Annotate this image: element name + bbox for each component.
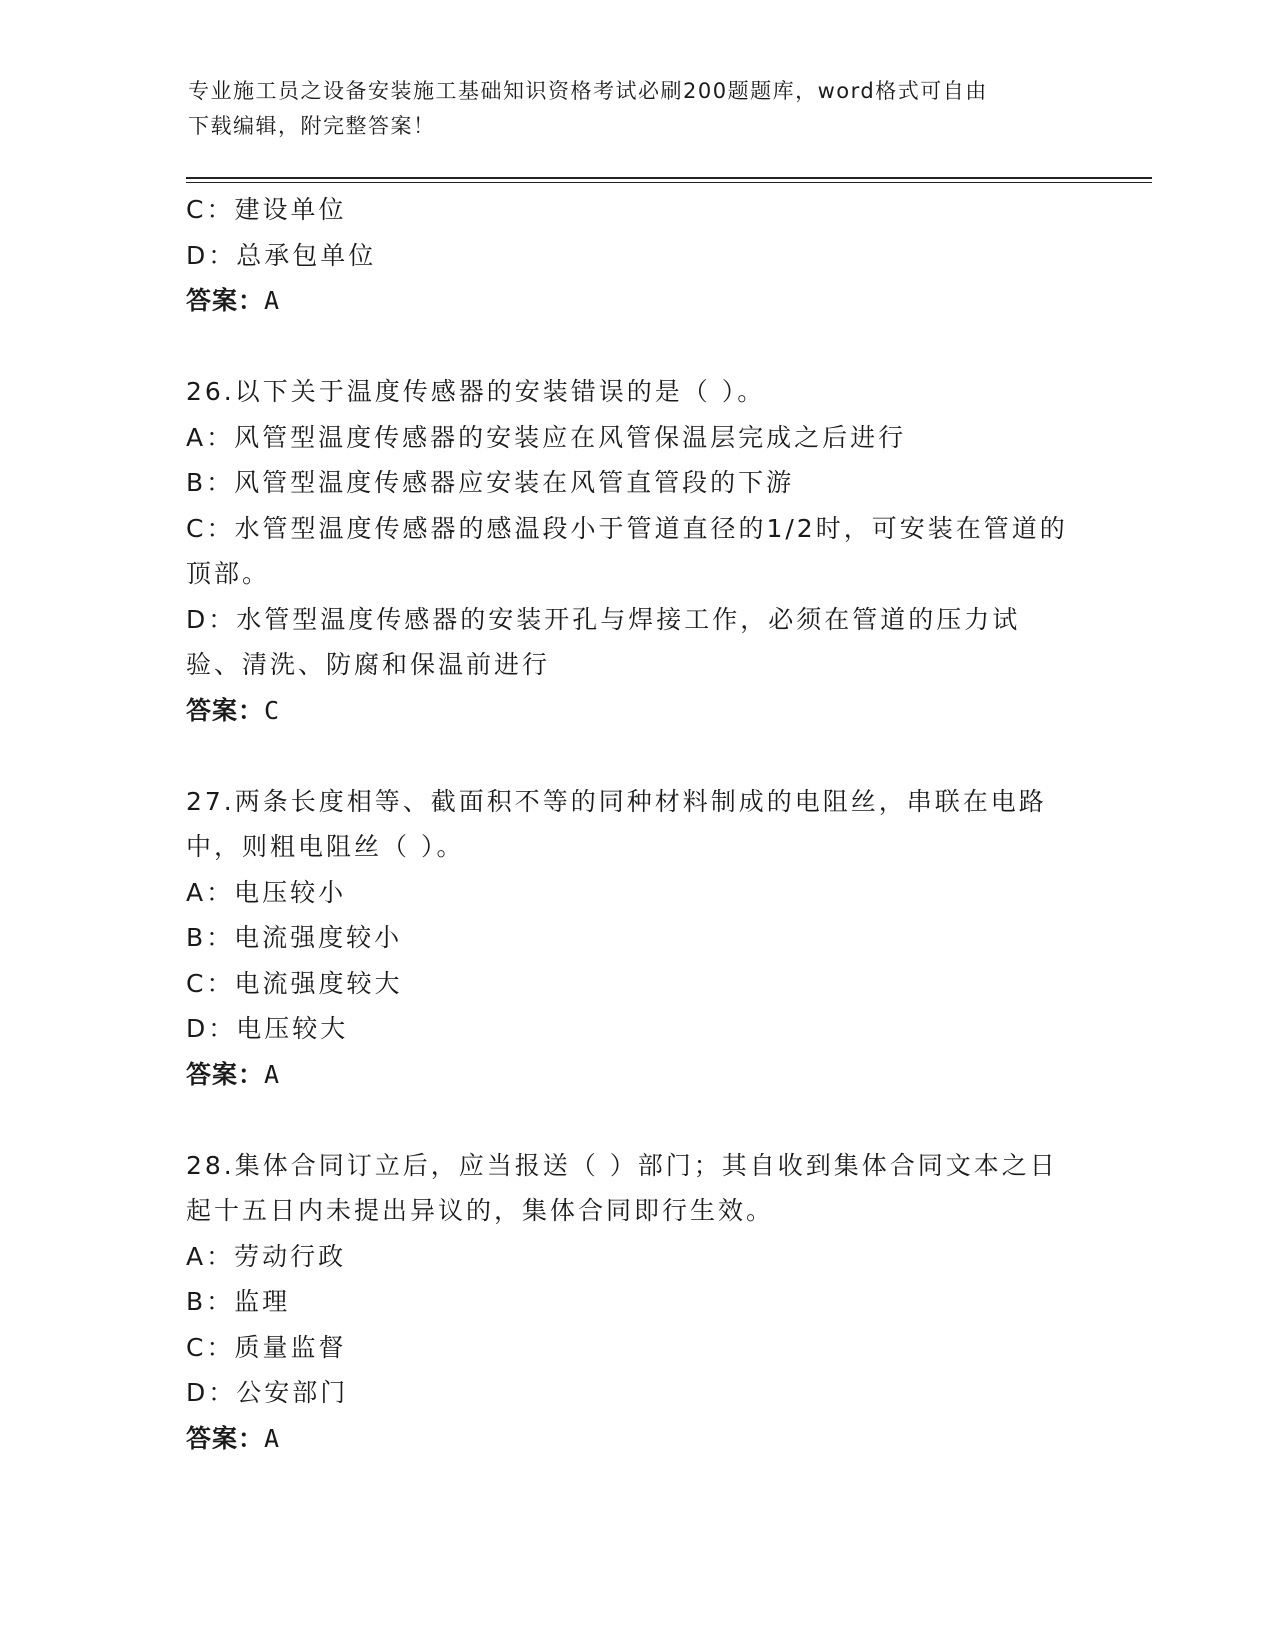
question-stem: 26.以下关于温度传感器的安装错误的是（ ）。 [186,377,766,406]
spacer [186,324,1076,370]
spacer [186,733,1076,779]
option-d: D：总承包单位 [186,240,377,270]
option-b: B：电流强度较小 [186,923,403,952]
header-divider [186,177,1152,183]
answer-line: 答案：A [186,1059,281,1089]
question-stem: 27.两条长度相等、截面积不等的同种材料制成的电阻丝，串联在电路中，则粗电阻丝（ ）。 [186,786,1047,861]
option-c: C：水管型温度传感器的感温段小于管道直径的1/2时，可安装在管道的顶部。 [186,513,1068,588]
option-b: B：监理 [186,1287,291,1316]
option-a: A：风管型温度传感器的安装应在风管保温层完成之后进行 [186,422,907,452]
answer-line: 答案：A [186,286,281,315]
option-d: D：水管型温度传感器的安装开孔与焊接工作，必须在管道的压力试验、清洗、防腐和保温前进行 [186,604,1021,679]
question-26 [186,369,1076,733]
option-c: C：电流强度较大 [186,968,403,998]
option-d: D：公安部门 [186,1378,349,1407]
option-a: A：劳动行政 [186,1241,347,1271]
spacer [186,1097,1076,1143]
option-b: B：风管型温度传感器应安装在风管直管段的下游 [186,468,795,497]
header-line-1: 专业施工员之设备安装施工基础知识资格考试必刷200题题库，word格式可自由 [188,79,988,103]
option-a: A：电压较小 [186,877,347,907]
question-content [186,187,1076,1461]
page-header [188,74,1068,144]
option-c: C：质量监督 [186,1332,347,1362]
option-c: C：建设单位 [186,195,347,224]
option-d: D：电压较大 [186,1014,349,1043]
prev-question [186,187,1076,324]
header-line-2: 下载编辑，附完整答案！ [188,114,436,138]
question-stem: 28.集体合同订立后，应当报送（ ）部门；其自收到集体合同文本之日起十五日内未提出异议的，集体合同即行生效。 [186,1150,1058,1225]
question-27 [186,779,1076,1098]
question-28 [186,1143,1076,1462]
answer-line: 答案：C [186,695,281,725]
answer-line: 答案：A [186,1423,281,1453]
